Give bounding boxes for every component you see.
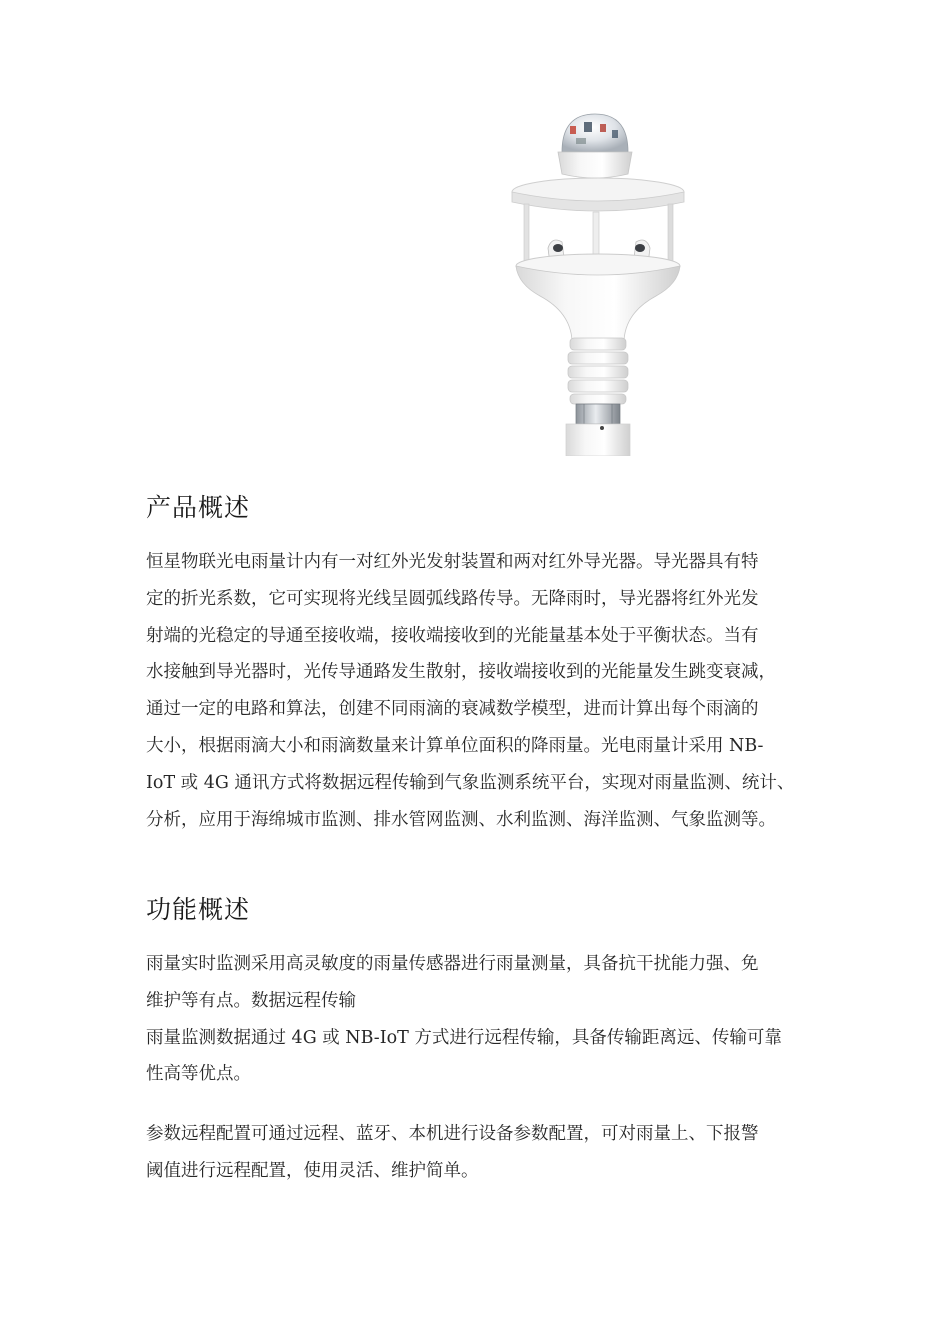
- function-overview-paragraph-1: [146, 946, 826, 1093]
- text-line: 维护等有点。数据远程传输: [146, 990, 356, 1011]
- product-overview-title: 产品概述: [146, 493, 251, 522]
- text-line: 大小，根据雨滴大小和雨滴数量来计算单位面积的降雨量。光电雨量计采用 NB-: [146, 735, 764, 756]
- text-line: 雨量实时监测采用高灵敏度的雨量传感器进行雨量测量，具备抗干扰能力强、免: [146, 954, 759, 974]
- text-line: 性高等优点。: [146, 1064, 251, 1085]
- text-line: 定的折光系数，它可实现将光线呈圆弧线路传导。无降雨时，导光器将红外光发: [146, 588, 759, 609]
- text-line: 水接触到导光器时，光传导通路发生散射，接收端接收到的光能量发生跳变衰减，: [146, 662, 776, 683]
- function-overview-paragraph-2: [146, 1116, 826, 1190]
- text-line: 参数远程配置可通过远程、蓝牙、本机进行设备参数配置，可对雨量上、下报警: [146, 1124, 759, 1144]
- text-line: 阈值进行远程配置，使用灵活、维护简单。: [146, 1160, 479, 1181]
- text-line: 雨量监测数据通过 4G 或 NB-IoT 方式进行远程传输，具备传输距离远、传输可靠: [146, 1027, 782, 1048]
- text-line: 恒星物联光电雨量计内有一对红外光发射装置和两对红外导光器。导光器具有特: [146, 552, 759, 572]
- rain-gauge-product-image: [500, 108, 700, 456]
- text-line: IoT 或 4G 通讯方式将数据远程传输到气象监测系统平台，实现对雨量监测、统计、: [146, 772, 795, 793]
- function-overview-title: 功能概述: [146, 895, 251, 924]
- text-line: 通过一定的电路和算法，创建不同雨滴的衰减数学模型，进而计算出每个雨滴的: [146, 699, 759, 720]
- text-line: 分析，应用于海绵城市监测、排水管网监测、水利监测、海洋监测、气象监测等。: [146, 809, 776, 830]
- product-overview-paragraph: [146, 544, 826, 838]
- text-line: 射端的光稳定的导通至接收端，接收端接收到的光能量基本处于平衡状态。当有: [146, 625, 759, 646]
